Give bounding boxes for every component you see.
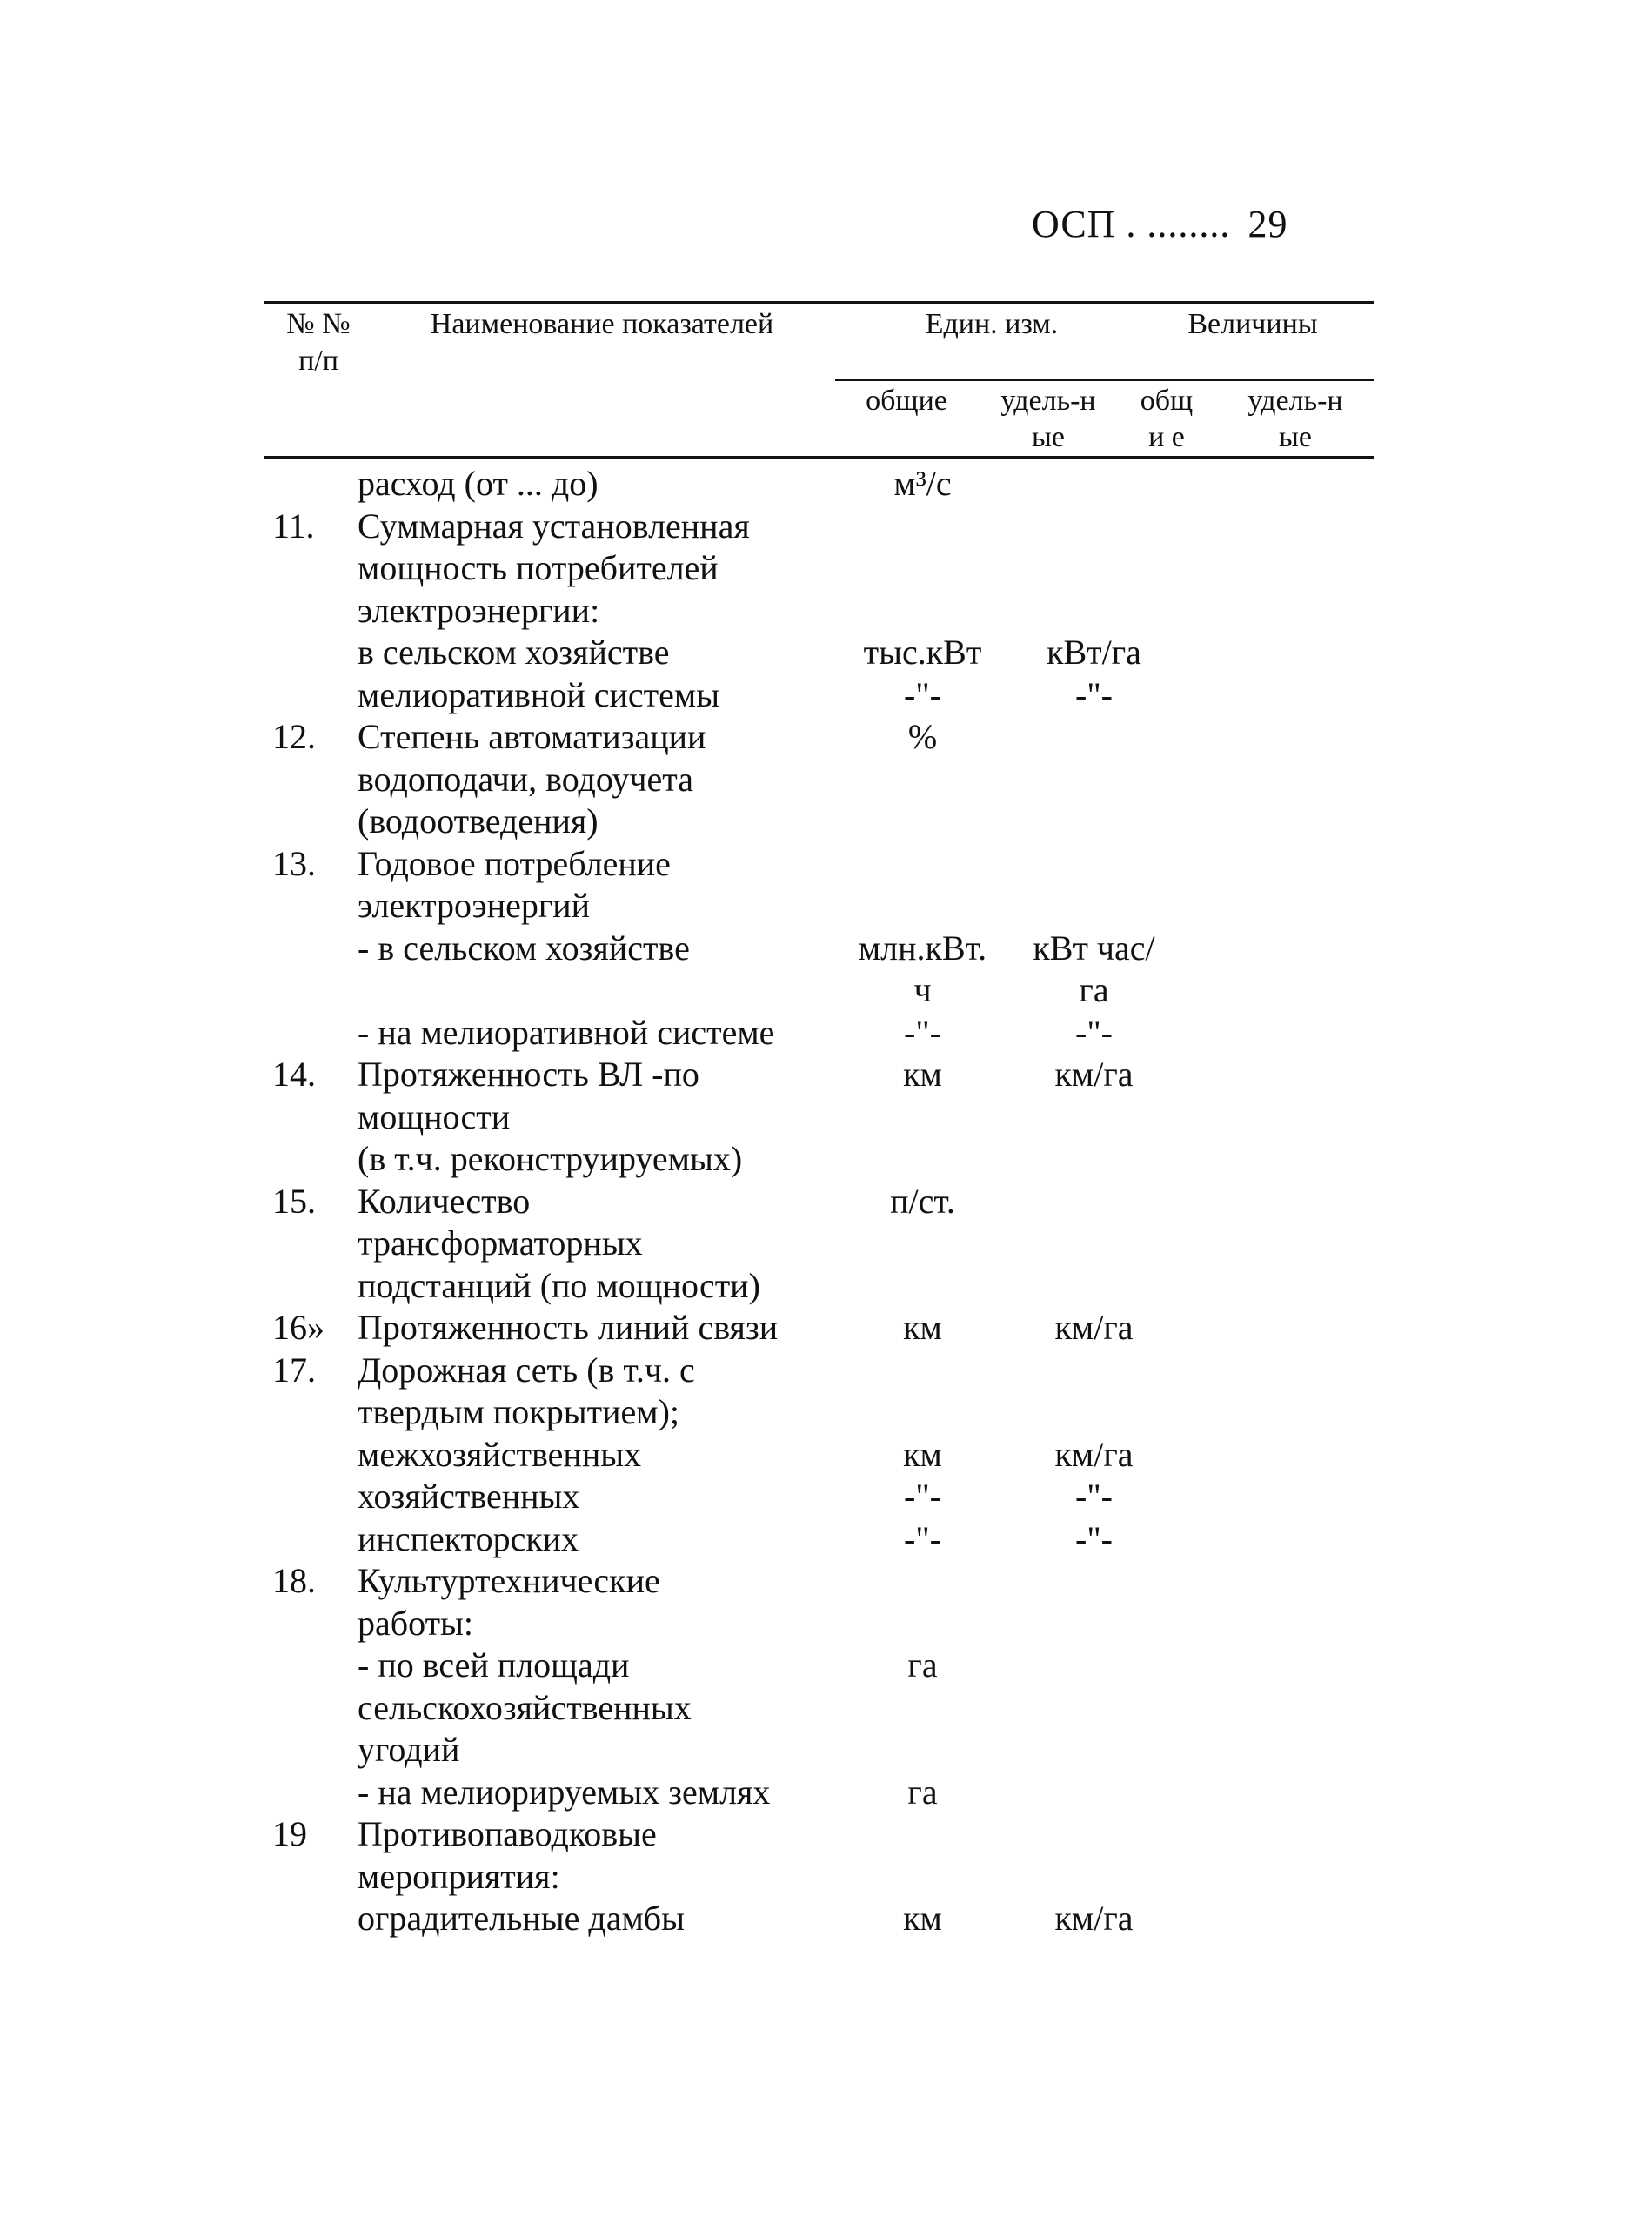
unit-general: км (903, 1308, 942, 1347)
indicator-name: - на мелиоративной системе (358, 1012, 775, 1052)
table-row (264, 1560, 1374, 1603)
unit-general: га (907, 1645, 938, 1685)
table-row (264, 1772, 1374, 1814)
col-header-units-general: общие (866, 385, 947, 417)
table-row (264, 632, 1374, 674)
unit-specific: кВт час/ (1033, 928, 1155, 968)
indicator-name: - на мелиорируемых землях (358, 1772, 771, 1812)
row-number: 18. (272, 1561, 316, 1600)
table-row (264, 843, 1374, 886)
table-body (264, 463, 1374, 1940)
unit-general: тыс.кВт (863, 633, 982, 672)
table-row (264, 1518, 1374, 1561)
table-row (264, 801, 1374, 843)
indicator-name: - в сельском хозяйстве (358, 928, 690, 968)
table-row (264, 590, 1374, 633)
indicator-name: мероприятия: (358, 1856, 560, 1896)
table-row (264, 1391, 1374, 1434)
table-row (264, 759, 1374, 801)
col-header-name: Наименование показателей (430, 308, 774, 340)
indicator-name: мелиоративной системы (358, 674, 720, 714)
table-row (264, 1434, 1374, 1477)
header-bottom-rule (264, 456, 1374, 459)
unit-general: -"- (904, 1012, 941, 1052)
table-row (264, 969, 1374, 1012)
unit-specific: кВт/га (1047, 633, 1141, 672)
table-row (264, 1138, 1374, 1181)
table-row (264, 1856, 1374, 1899)
row-number: 19 (272, 1814, 307, 1853)
indicator-name: Количество (358, 1181, 531, 1221)
indicator-name: трансформаторных (358, 1223, 643, 1263)
indicator-name: Годовое потребление (358, 843, 671, 883)
indicator-name: водоподачи, водоучета (358, 759, 693, 799)
page-header (1032, 202, 1397, 246)
indicator-name: подстанций (по мощности) (358, 1265, 760, 1305)
col-header-values: Величины (1187, 308, 1318, 340)
unit-general: -"- (904, 674, 941, 714)
unit-specific: км/га (1054, 1434, 1134, 1474)
table-row (264, 716, 1374, 759)
indicator-name: Степень автоматизации (358, 717, 706, 756)
indicator-name: межхозяйственных (358, 1434, 642, 1474)
indicator-name: в сельском хозяйстве (358, 633, 670, 672)
table-row (264, 1687, 1374, 1730)
indicator-name: Протяженность ВЛ -по (358, 1055, 699, 1094)
unit-general: -"- (904, 1518, 941, 1558)
indicator-name: Дорожная сеть (в т.ч. с (358, 1350, 695, 1390)
table-row (264, 674, 1374, 717)
unit-specific: -"- (1075, 1518, 1113, 1558)
table-row (264, 1813, 1374, 1856)
row-number: 17. (272, 1350, 316, 1390)
indicator-name: Суммарная установленная (358, 506, 750, 546)
table-row (264, 1729, 1374, 1772)
col-header-units: Един. изм. (925, 308, 1059, 340)
document-code: ОСП . ........ (1032, 203, 1231, 245)
row-number: 11. (272, 506, 315, 546)
indicator-name: хозяйственных (358, 1477, 580, 1516)
indicator-name: мощность потребителей (358, 548, 719, 587)
header-sub-rule (835, 379, 1374, 381)
table-row (264, 1223, 1374, 1265)
unit-general: км (903, 1055, 942, 1094)
table-row (264, 885, 1374, 928)
unit-specific: -"- (1075, 1012, 1113, 1052)
unit-specific: км/га (1054, 1308, 1134, 1347)
table-row (264, 1898, 1374, 1940)
indicator-name: Культуртехнические (358, 1561, 660, 1600)
indicator-name: работы: (358, 1603, 474, 1643)
table-row (264, 928, 1374, 970)
row-number: 16» (272, 1308, 324, 1347)
table-row (264, 1012, 1374, 1055)
table-row (264, 1603, 1374, 1645)
row-number: 13. (272, 843, 316, 883)
indicator-name: (в т.ч. реконструируемых) (358, 1139, 743, 1178)
unit-specific: -"- (1075, 674, 1113, 714)
indicator-name: Противопаводковые (358, 1814, 657, 1853)
unit-specific: -"- (1075, 1477, 1113, 1516)
table-row (264, 547, 1374, 590)
col-header-units-specific: удель-ные (1000, 385, 1096, 453)
row-number: 14. (272, 1055, 316, 1094)
unit-general: м³/с (893, 464, 952, 503)
table-row (264, 506, 1374, 548)
indicator-name: угодий (358, 1730, 460, 1769)
table-row (264, 1054, 1374, 1096)
indicator-name: оградительные дамбы (358, 1899, 686, 1938)
unit-general: млн.кВт. (858, 928, 987, 968)
unit-specific: км/га (1054, 1055, 1134, 1094)
table-row (264, 1265, 1374, 1308)
col-header-values-specific: удель-ные (1247, 385, 1343, 453)
indicator-name: инспекторских (358, 1518, 579, 1558)
table-row (264, 1476, 1374, 1518)
indicator-name: сельскохозяйственных (358, 1687, 692, 1727)
unit-general: га (907, 1772, 938, 1812)
page-number: 29 (1247, 203, 1288, 245)
indicator-name: (водоотведения) (358, 801, 599, 841)
unit-general: -"- (904, 1477, 941, 1516)
col-header-values-general: общи е (1140, 385, 1194, 453)
unit-general: км (903, 1434, 942, 1474)
row-number: 15. (272, 1181, 316, 1221)
table-row (264, 1350, 1374, 1392)
unit-general: % (907, 717, 938, 756)
indicator-name: Протяженность линий связи (358, 1308, 779, 1347)
indicator-name: электроэнергии: (358, 590, 600, 630)
col-header-number: № № п/п (286, 308, 351, 377)
table-row (264, 1645, 1374, 1687)
row-number: 12. (272, 717, 316, 756)
table-row (264, 463, 1374, 506)
indicator-name: - по всей площади (358, 1645, 630, 1685)
unit-specific: км/га (1054, 1899, 1134, 1938)
table-row (264, 1181, 1374, 1223)
unit-general: п/ст. (890, 1181, 955, 1221)
indicator-name: электроэнергий (358, 886, 591, 925)
table-row (264, 1096, 1374, 1139)
indicator-name: твердым покрытием); (358, 1392, 679, 1431)
indicator-name: расход (от ... до) (358, 464, 599, 503)
indicator-name: мощности (358, 1096, 511, 1136)
unit-general: км (903, 1899, 942, 1938)
table-top-rule (264, 301, 1374, 304)
table-row (264, 1307, 1374, 1350)
unit-specific: га (1079, 970, 1109, 1009)
unit-general: ч (913, 970, 932, 1009)
